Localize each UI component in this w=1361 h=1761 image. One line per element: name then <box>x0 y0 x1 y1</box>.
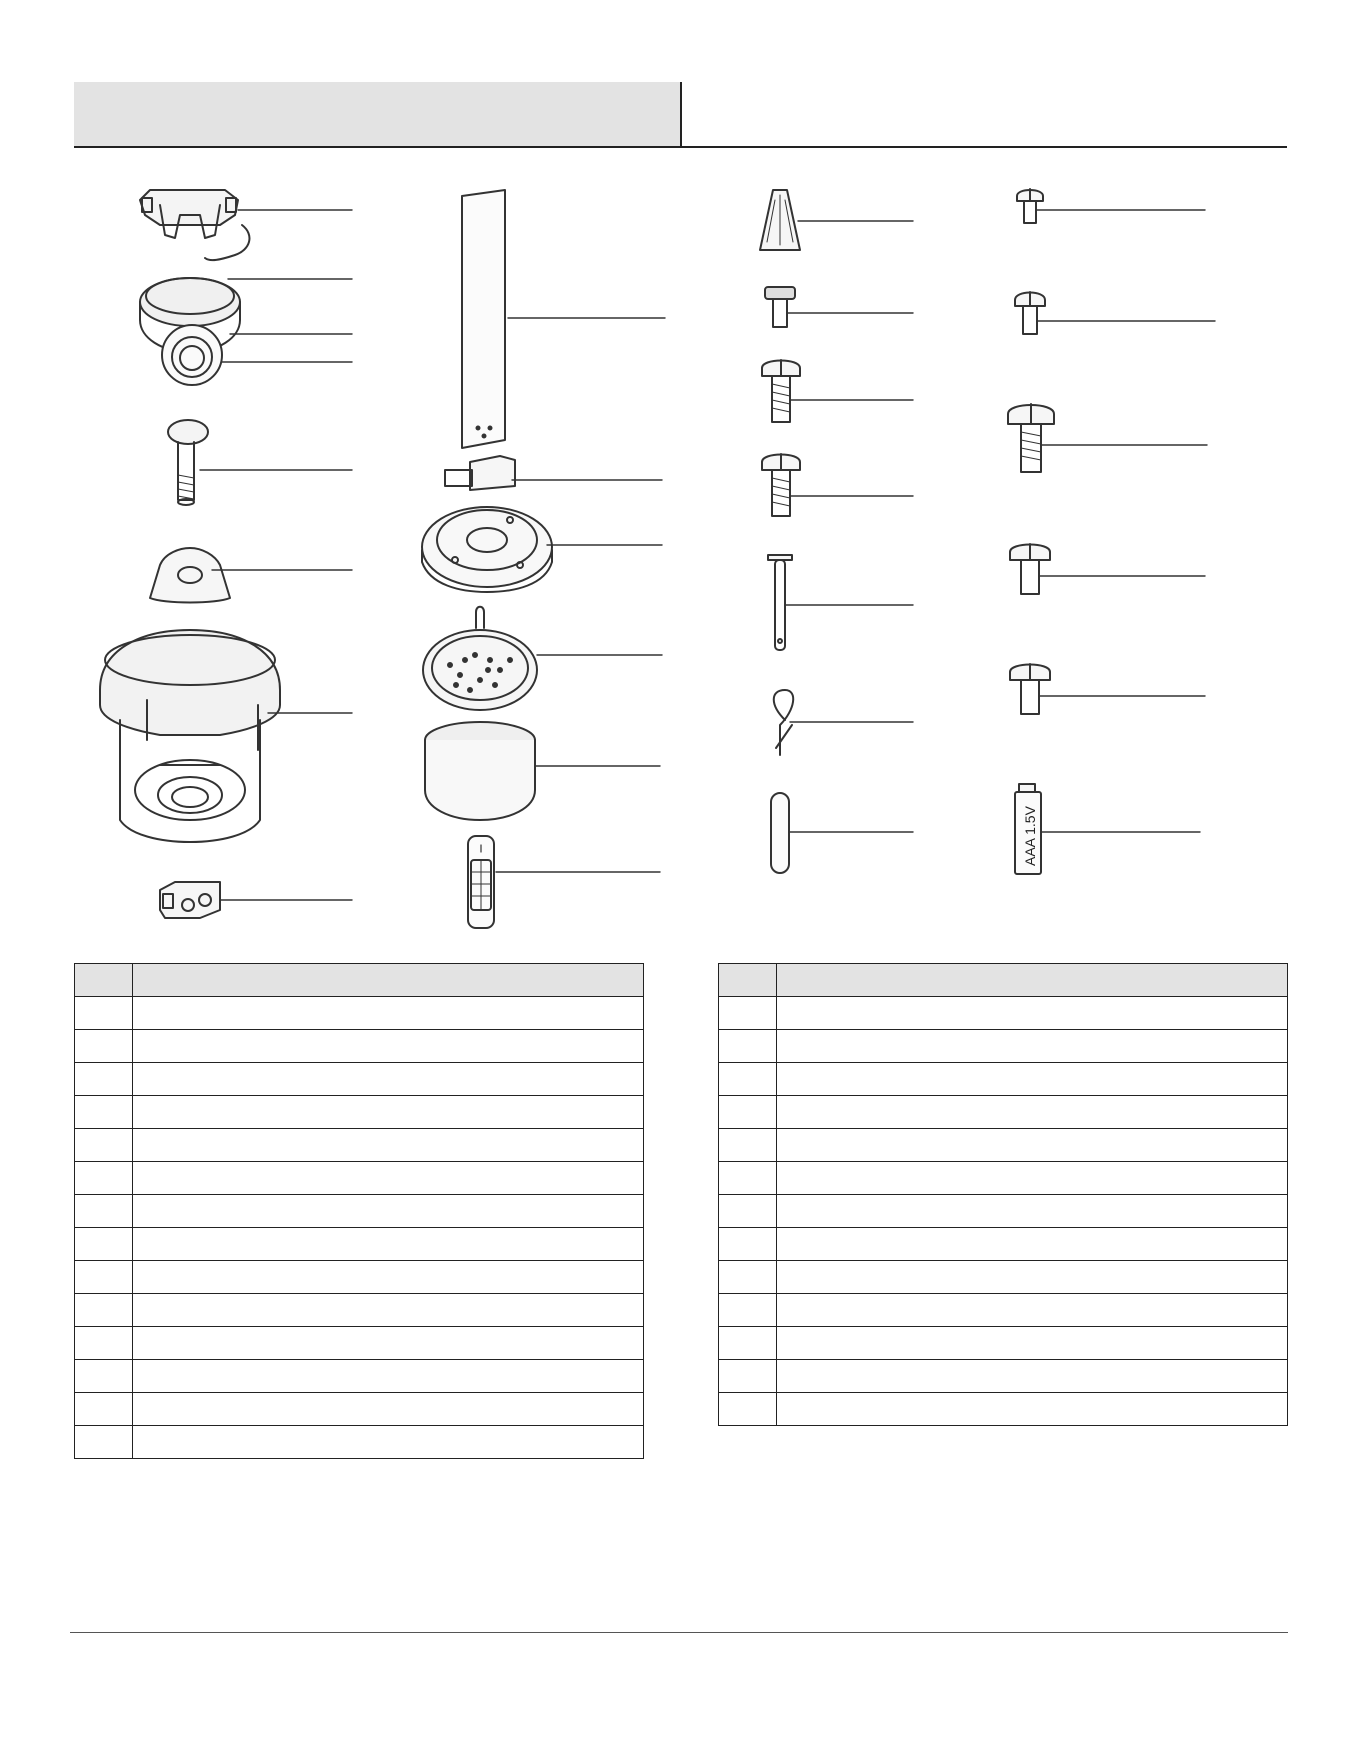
table-row <box>75 1162 644 1195</box>
part-number-cell <box>719 1261 777 1294</box>
part-description-cell <box>133 1294 644 1327</box>
table-row <box>719 1162 1288 1195</box>
coupling-cover-icon <box>150 548 230 603</box>
table-row <box>75 1426 644 1459</box>
part-number-cell <box>75 1393 133 1426</box>
part-description-cell <box>133 1162 644 1195</box>
part-description-cell <box>777 1195 1288 1228</box>
part-description-cell <box>133 997 644 1030</box>
part-number-cell <box>719 1327 777 1360</box>
part-number-cell <box>719 1030 777 1063</box>
part-number-cell <box>75 1162 133 1195</box>
thumb-screw-icon <box>765 287 795 327</box>
part-number-cell <box>75 1063 133 1096</box>
table-row <box>719 1129 1288 1162</box>
battery-label: AAA 1.5V <box>1022 806 1038 866</box>
part-number-cell <box>75 1294 133 1327</box>
parts-table-left-body <box>75 997 644 1459</box>
part-description-cell <box>133 1063 644 1096</box>
part-description-cell <box>777 997 1288 1030</box>
motor-assembly-icon <box>100 630 280 842</box>
part-number-cell <box>719 1063 777 1096</box>
screw-icon <box>762 454 800 516</box>
part-number-cell <box>75 1360 133 1393</box>
table-row <box>719 1261 1288 1294</box>
part-description-cell <box>777 1063 1288 1096</box>
part-description-cell <box>133 1129 644 1162</box>
part-description-cell <box>133 1195 644 1228</box>
table-row <box>75 1360 644 1393</box>
part-description-cell <box>777 1162 1288 1195</box>
part-number-cell <box>75 1096 133 1129</box>
screw-icon <box>1010 664 1050 714</box>
part-description-cell <box>777 1294 1288 1327</box>
footer-rule <box>70 1632 1288 1633</box>
table-row <box>719 1294 1288 1327</box>
parts-table-left <box>74 963 644 1459</box>
part-description-cell <box>133 1360 644 1393</box>
part-number-cell <box>75 1228 133 1261</box>
remote-control-icon <box>468 836 494 928</box>
parts-table-right-body <box>719 997 1288 1426</box>
table-row <box>75 1195 644 1228</box>
canopy-icon <box>140 278 240 385</box>
blade-pin-icon <box>768 555 792 650</box>
small-screw-icon <box>1017 189 1043 223</box>
part-description-cell <box>777 1129 1288 1162</box>
table-row <box>719 1096 1288 1129</box>
part-number-cell <box>719 997 777 1030</box>
part-description-cell <box>777 1228 1288 1261</box>
table-row <box>719 997 1288 1030</box>
part-number-cell <box>719 1195 777 1228</box>
led-light-module-icon <box>423 607 537 710</box>
part-number-cell <box>719 1162 777 1195</box>
table-row <box>719 1393 1288 1426</box>
part-description-cell <box>777 1360 1288 1393</box>
large-screw-icon <box>1008 404 1054 472</box>
part-number-cell <box>719 1294 777 1327</box>
part-description-cell <box>133 1327 644 1360</box>
table-row <box>75 1327 644 1360</box>
part-number-cell <box>75 1261 133 1294</box>
table-row <box>75 1030 644 1063</box>
part-description-cell <box>777 1327 1288 1360</box>
part-description-cell <box>777 1393 1288 1426</box>
mounting-bracket-icon <box>140 190 249 260</box>
table-row <box>719 1063 1288 1096</box>
part-description-cell <box>133 1393 644 1426</box>
part-number-cell <box>75 1195 133 1228</box>
part-description-cell <box>133 1261 644 1294</box>
light-cover-icon <box>425 722 535 820</box>
parts-table-right <box>718 963 1288 1426</box>
table-row <box>75 1261 644 1294</box>
screw-icon <box>1010 544 1050 594</box>
table-row <box>75 1129 644 1162</box>
downrod-icon <box>168 420 208 505</box>
part-number-cell <box>75 1030 133 1063</box>
wire-nut-icon <box>760 190 800 250</box>
part-description-cell <box>777 1261 1288 1294</box>
table-row <box>719 1327 1288 1360</box>
part-number-cell <box>719 1228 777 1261</box>
table-row <box>719 1360 1288 1393</box>
part-description-cell <box>133 1030 644 1063</box>
part-number-cell <box>719 1129 777 1162</box>
table-row <box>75 1294 644 1327</box>
part-number-cell <box>719 1360 777 1393</box>
part-description-cell <box>133 1426 644 1459</box>
part-description-cell <box>777 1030 1288 1063</box>
blade-arm-icon <box>445 456 515 490</box>
table-row <box>75 1096 644 1129</box>
part-description-cell <box>777 1096 1288 1129</box>
table-row <box>75 1228 644 1261</box>
table-row <box>75 997 644 1030</box>
wire-connector-block-icon <box>160 882 220 918</box>
table-row <box>719 1030 1288 1063</box>
part-number-cell <box>75 1426 133 1459</box>
table-header-row <box>719 964 1288 997</box>
table-row <box>719 1195 1288 1228</box>
fan-blade-icon <box>462 190 505 448</box>
part-number-cell <box>75 997 133 1030</box>
part-description-cell <box>133 1096 644 1129</box>
table-row <box>719 1228 1288 1261</box>
table-row <box>75 1063 644 1096</box>
table-row <box>75 1393 644 1426</box>
small-screw-icon <box>1015 292 1045 334</box>
screw-icon <box>762 360 800 422</box>
part-description-cell <box>133 1228 644 1261</box>
part-number-cell <box>719 1393 777 1426</box>
part-number-cell <box>75 1129 133 1162</box>
switch-housing-icon <box>422 507 552 592</box>
table-header-row <box>75 964 644 997</box>
part-number-cell <box>75 1327 133 1360</box>
part-number-cell <box>719 1096 777 1129</box>
dowel-pin-icon <box>771 793 789 873</box>
